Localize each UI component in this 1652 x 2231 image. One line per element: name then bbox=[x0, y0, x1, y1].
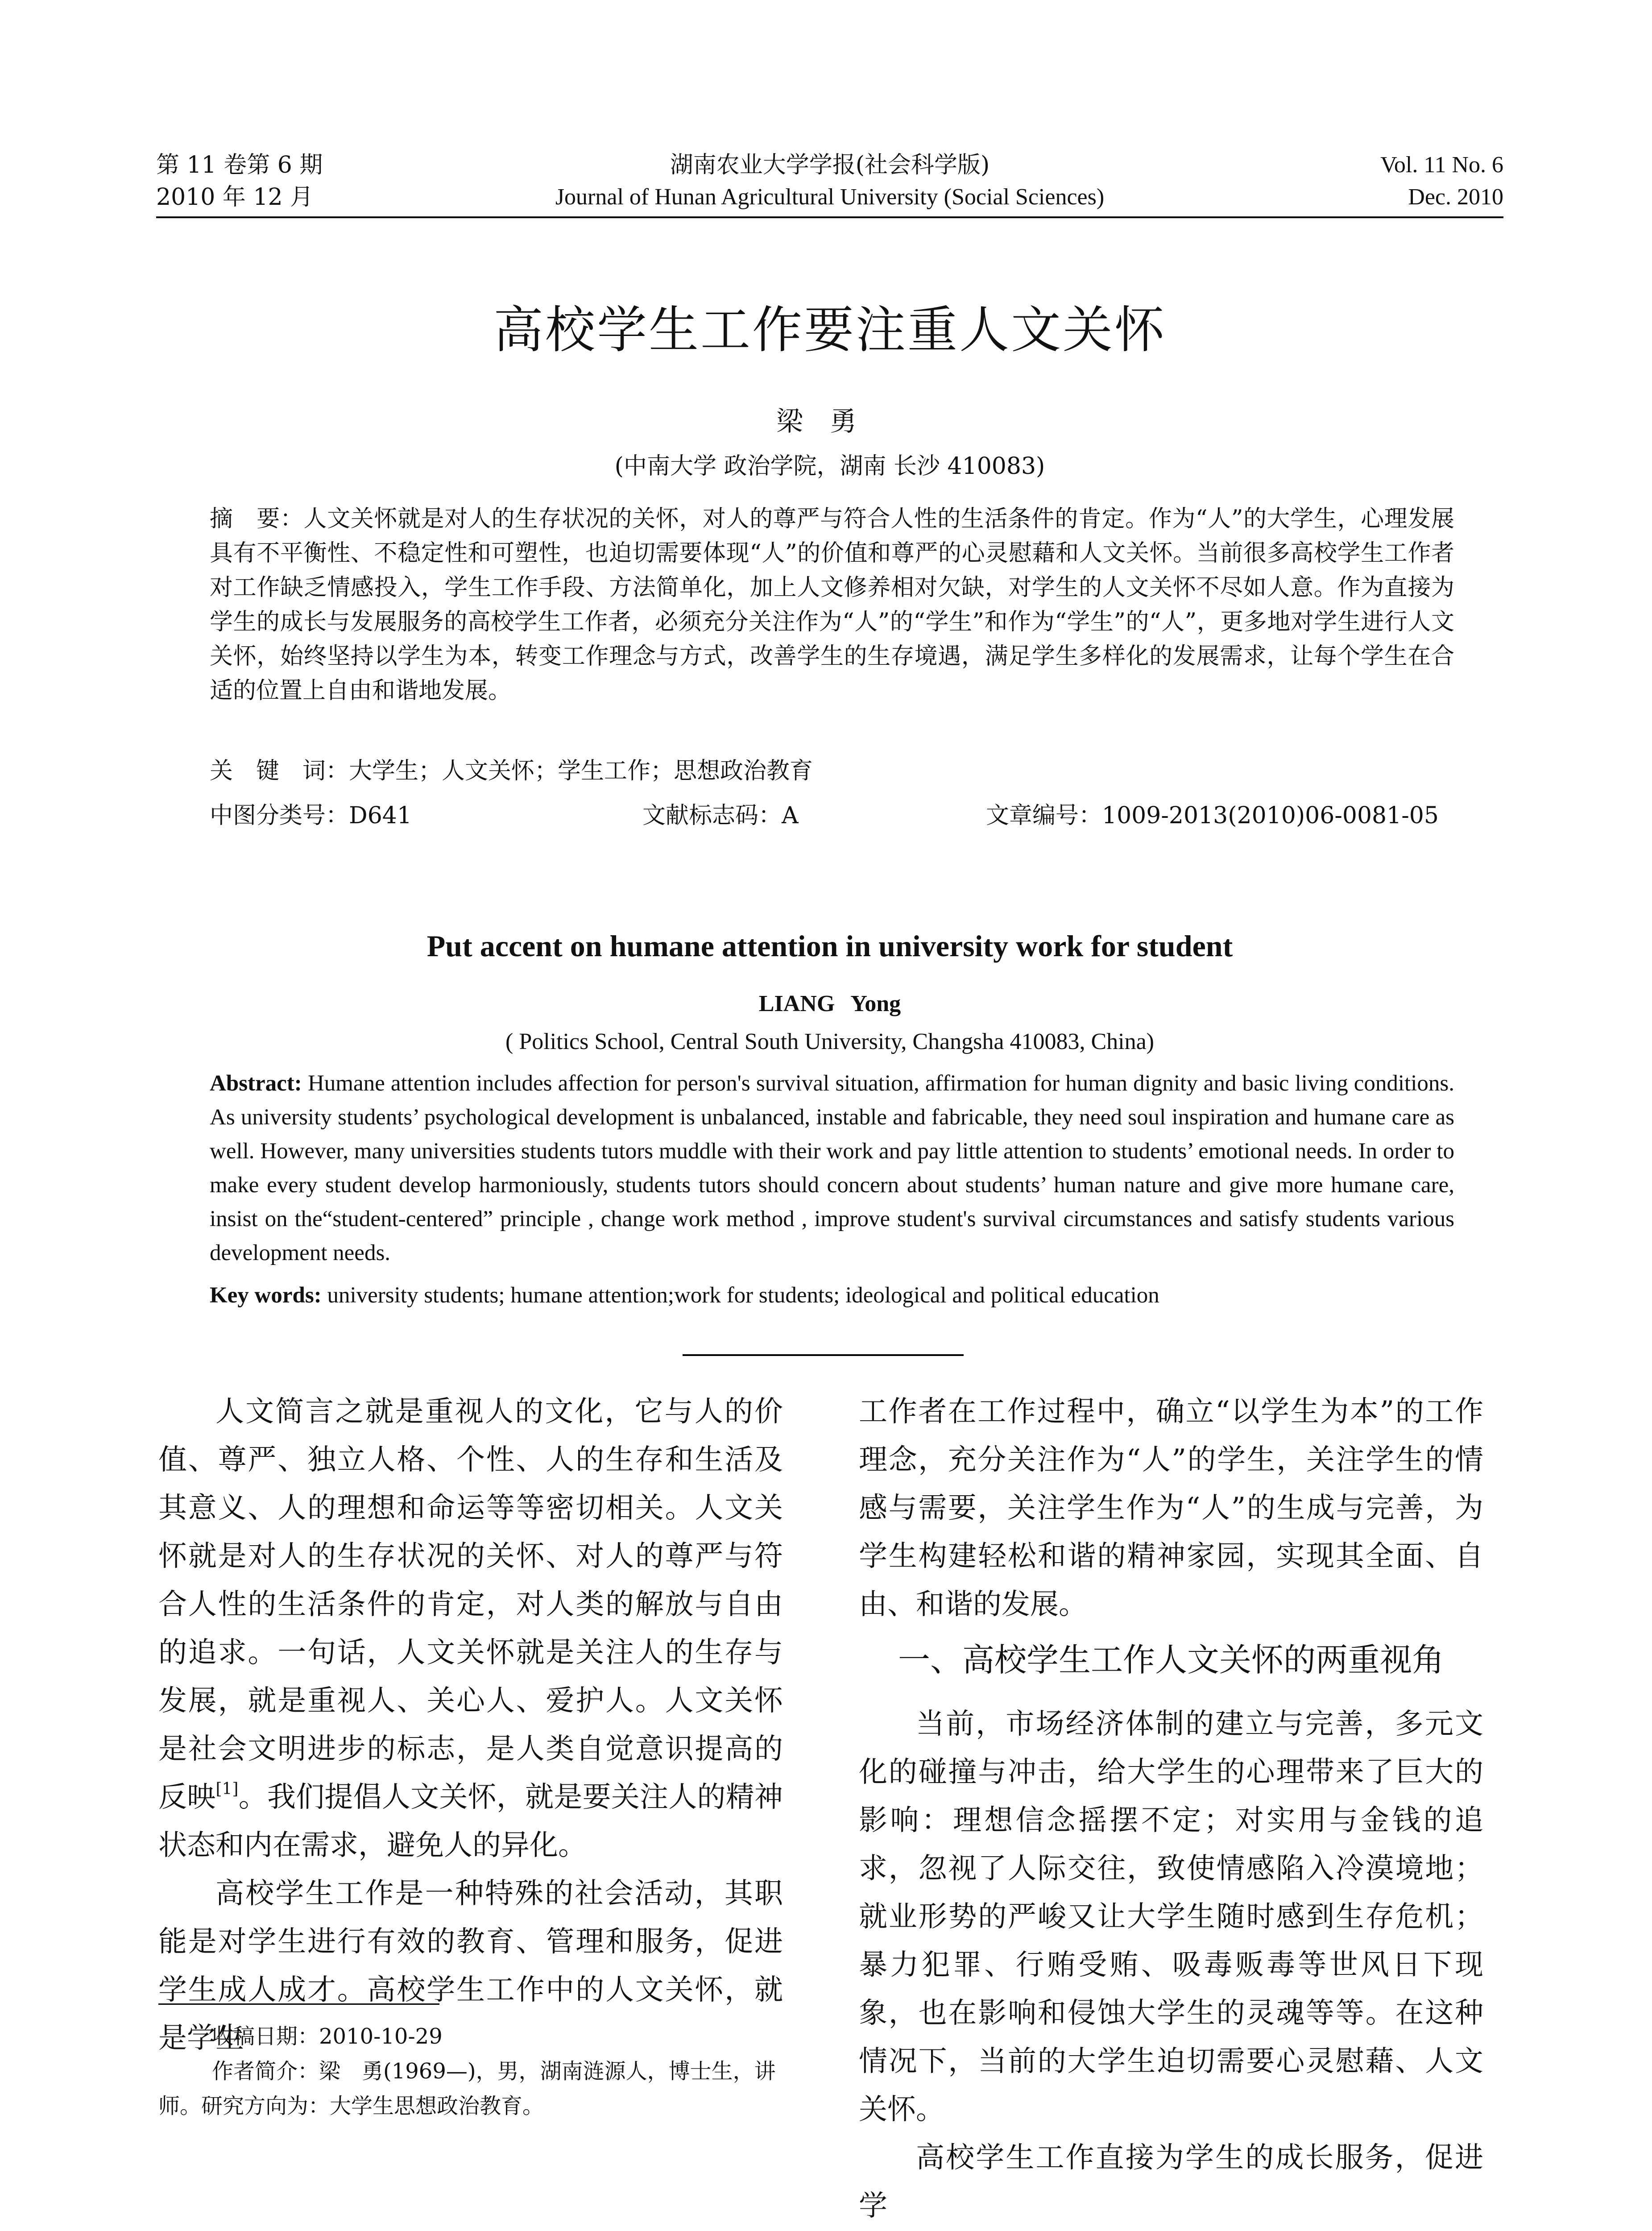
keywords-text-cn: 大学生；人文关怀；学生工作；思想政治教育 bbox=[349, 758, 813, 784]
received-date: 收稿日期：2010-10-29 bbox=[212, 2024, 443, 2049]
running-header bbox=[156, 149, 1503, 218]
body-paragraph: 高校学生工作是一种特殊的社会活动，其职能是对学生进行有效的教育、管理和服务，促进学生成人成才。高校学生工作中的人文关怀，就是学生 bbox=[158, 1877, 783, 2055]
section-heading: 一、高校学生工作人文关怀的两重视角 bbox=[898, 1641, 1444, 1679]
keywords-label-cn: 关 键 词： bbox=[210, 758, 349, 784]
date-en: Dec. 2010 bbox=[1408, 184, 1503, 210]
date-cn: 2010 年 12 月 bbox=[156, 184, 314, 211]
classification-line bbox=[210, 799, 1454, 833]
article-title-cn: 高校学生工作要注重人文关怀 bbox=[493, 301, 1166, 359]
affiliation-cn: (中南大学 政治学院，湖南 长沙 410083) bbox=[614, 453, 1045, 480]
author-cn: 梁勇 bbox=[776, 406, 883, 437]
abstract-text-en: Humane attention includes affection for person's survival situation, affirmation for human dignity and basic living conditions. As university students’ psychological development is unbalanced, instable and fabricable, they need soul inspiration and humane care as well. However, many universities students tutors muddle with their work and pay little attention to students’ emotional needs. In order to make every student develop harmoniously, students tutors should concern about students’ human nature and give more humane care, insist on the“student-centered” principle , change work method , improve student's survival circumstances and satisfy students various development needs. bbox=[210, 1071, 1454, 1265]
body-paragraph: 当前，市场经济体制的建立与完善，多元文化的碰撞与冲击，给大学生的心理带来了巨大的影响：理想信念摇摆不定；对实用与金钱的追求，忽视了人际交往，致使情感陷入冷漠境地；就业形势的严峻又让大学生随时感到生存危机；暴力犯罪、行贿受贿、吸毒贩毒等世风日下现象，也在影响和侵蚀大学生的灵魂等等。在这种情况下，当前的大学生迫切需要心灵慰藉、人文关怀。 bbox=[859, 1708, 1483, 2126]
abstract-en bbox=[210, 1066, 1454, 1270]
article-title-en: Put accent on humane attention in university work for student bbox=[426, 929, 1233, 963]
keywords-en bbox=[210, 1278, 1454, 1312]
keywords-label-en: Key words: bbox=[210, 1283, 322, 1308]
affiliation-en: ( Politics School, Central South University, Changsha 410083, China) bbox=[505, 1029, 1154, 1054]
paragraph-text: 人文简言之就是重视人的文化，它与人的价值、尊严、独立人格、个性、人的生存和生活及其意义、人的理想和命运等等密切相关。人文关怀就是对人的生存状况的关怀、对人的尊严与符合人性的生活条件的肯定，对人类的解放与自由的追求。一句话，人文关怀就是关注人的生存与发展，就是重视人、关心人、爱护人。人文关怀是社会文明进步的标志，是人类自觉意识提高的反映 bbox=[158, 1395, 783, 1814]
journal-name-en: Journal of Hunan Agricultural University (Social Sciences) bbox=[555, 184, 1105, 210]
clc-number: 中图分类号：D641 bbox=[210, 802, 412, 829]
volume-issue-en: Vol. 11 No. 6 bbox=[1380, 152, 1503, 178]
footnote-divider bbox=[158, 2003, 439, 2005]
abstract-cn bbox=[210, 502, 1454, 708]
author-en: LIANG Yong bbox=[758, 991, 901, 1016]
abstract-label-cn: 摘 要： bbox=[210, 506, 304, 532]
body-column-left bbox=[158, 1388, 783, 2062]
body-column-right bbox=[859, 1388, 1483, 2230]
abstract-text-cn: 人文关怀就是对人的生存状况的关怀，对人的尊严与符合人性的生活条件的肯定。作为“人”的大学生，心理发展具有不平衡性、不稳定性和可塑性，也迫切需要体现“人”的价值和尊严的心灵慰藉和人文关怀。当前很多高校学生工作者对工作缺乏情感投入，学生工作手段、方法简单化，加上人文修养相对欠缺，对学生的人文关怀不尽如人意。作为直接为学生的成长与发展服务的高校学生工作者，必须充分关注作为“人”的“学生”和作为“学生”的“人”，更多地对学生进行人文关怀，始终坚持以学生为本，转变工作理念与方式，改善学生的生存境遇，满足学生多样化的发展需求，让每个学生在合适的位置上自由和谐地发展。 bbox=[210, 506, 1454, 704]
footnote bbox=[158, 2019, 783, 2123]
volume-issue-cn: 第 11 卷第 6 期 bbox=[156, 152, 323, 178]
keywords-cn bbox=[210, 754, 1454, 788]
author-bio: 作者简介：梁 勇(1969—)，男，湖南涟源人，博士生，讲师。研究方向为：大学生思想政治教育。 bbox=[158, 2059, 776, 2119]
body-paragraph bbox=[158, 1388, 783, 1870]
document-code: 文献标志码：A bbox=[642, 802, 799, 829]
body-paragraph: 高校学生工作直接为学生的成长服务，促进学 bbox=[859, 2141, 1483, 2223]
keywords-text-en: university students; humane attention;work for students; ideological and political education bbox=[327, 1283, 1159, 1308]
abstract-label-en: Abstract: bbox=[210, 1071, 302, 1096]
citation-ref: [1] bbox=[215, 1780, 239, 1798]
paragraph-text: 。我们提倡人文关怀，就是要关注人的精神状态和内在需求，避免人的异化。 bbox=[158, 1781, 783, 1862]
article-number: 文章编号：1009-2013(2010)06-0081-05 bbox=[986, 802, 1439, 829]
section-divider bbox=[683, 1354, 964, 1356]
body-paragraph: 工作者在工作过程中，确立“以学生为本”的工作理念，充分关注作为“人”的学生，关注学生的情感与需要，关注学生作为“人”的生成与完善，为学生构建轻松和谐的精神家园，实现其全面、自由、和谐的发展。 bbox=[859, 1395, 1483, 1621]
journal-name-cn: 湖南农业大学学报(社会科学版) bbox=[670, 152, 990, 178]
